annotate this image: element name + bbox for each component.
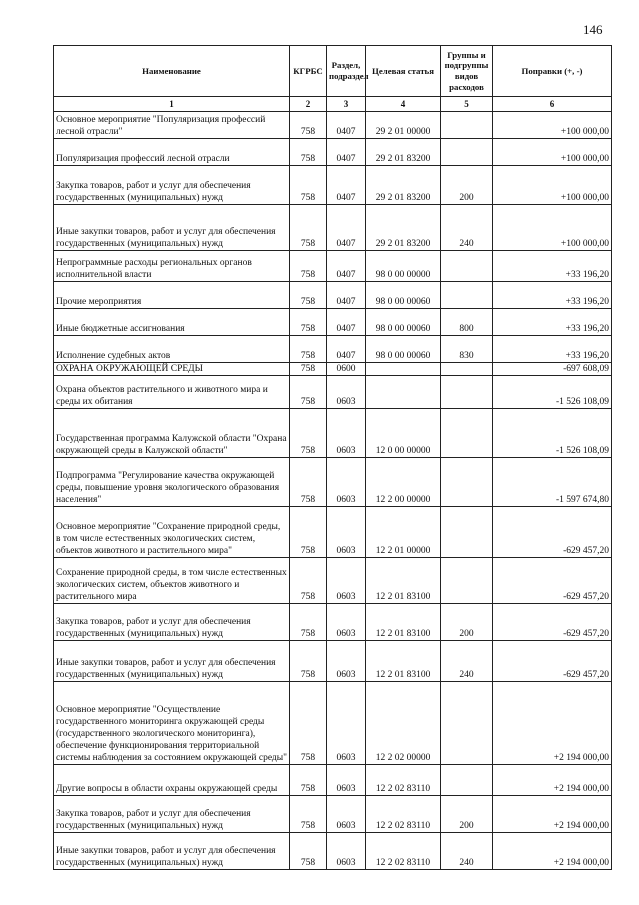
row-amount: +100 000,00 (493, 139, 612, 166)
row-target: 98 0 00 00000 (366, 251, 441, 282)
row-amount: +2 194 000,00 (493, 765, 612, 796)
row-target: 12 2 01 83100 (366, 641, 441, 682)
row-section: 0603 (327, 833, 366, 870)
row-section: 0603 (327, 682, 366, 765)
row-amount: +33 196,20 (493, 309, 612, 336)
row-group: 200 (441, 604, 493, 641)
row-group (441, 765, 493, 796)
row-kgrbs: 758 (290, 363, 327, 376)
table-row (54, 558, 612, 604)
row-amount: +2 194 000,00 (493, 833, 612, 870)
table-row (54, 112, 612, 139)
row-target: 29 2 01 83200 (366, 139, 441, 166)
row-amount: -629 457,20 (493, 507, 612, 558)
row-section: 0603 (327, 507, 366, 558)
row-kgrbs: 758 (290, 112, 327, 139)
table-row (54, 833, 612, 870)
row-amount: +2 194 000,00 (493, 796, 612, 833)
row-section: 0603 (327, 558, 366, 604)
table-row (54, 282, 612, 309)
row-name: Сохранение природной среды, в том числе естественных экологических систем, объектов животного и растительного мира (54, 558, 290, 604)
row-amount: -629 457,20 (493, 604, 612, 641)
row-name: Подпрограмма "Регулирование качества окружающей среды, повышение уровня экологического образования населения" (54, 458, 290, 507)
row-section: 0600 (327, 363, 366, 376)
row-amount: -1 597 674,80 (493, 458, 612, 507)
row-amount: +100 000,00 (493, 205, 612, 251)
table-row (54, 458, 612, 507)
table-row (54, 166, 612, 205)
row-kgrbs: 758 (290, 765, 327, 796)
row-amount: -1 526 108,09 (493, 376, 612, 409)
row-kgrbs: 758 (290, 336, 327, 363)
row-amount: -697 608,09 (493, 363, 612, 376)
header-row (54, 46, 612, 97)
row-group (441, 282, 493, 309)
row-target: 29 2 01 00000 (366, 112, 441, 139)
row-target: 12 2 02 83110 (366, 765, 441, 796)
page-number: 146 (583, 22, 603, 37)
row-group (441, 139, 493, 166)
row-section: 0603 (327, 409, 366, 458)
row-target: 98 0 00 00060 (366, 282, 441, 309)
table-row (54, 309, 612, 336)
table-row (54, 205, 612, 251)
row-section: 0407 (327, 309, 366, 336)
header-amount: Поправки (+, -) (493, 46, 612, 97)
table-row (54, 139, 612, 166)
row-group (441, 409, 493, 458)
table-row (54, 409, 612, 458)
row-kgrbs: 758 (290, 458, 327, 507)
row-kgrbs: 758 (290, 251, 327, 282)
row-target: 12 2 02 83110 (366, 796, 441, 833)
row-section: 0603 (327, 604, 366, 641)
row-section: 0603 (327, 641, 366, 682)
row-name: Закупка товаров, работ и услуг для обеспечения государственных (муниципальных) нужд (54, 796, 290, 833)
row-amount: +33 196,20 (493, 282, 612, 309)
row-kgrbs: 758 (290, 796, 327, 833)
row-amount: -1 526 108,09 (493, 409, 612, 458)
row-name: Основное мероприятие "Осуществление государственного мониторинга окружающей среды (государственного экологического мониторинга), обеспечение функционирования территориальной системы наблюдения за состоянием окружающей среды" (54, 682, 290, 765)
row-target: 12 0 00 00000 (366, 409, 441, 458)
row-amount: -629 457,20 (493, 558, 612, 604)
table-row (54, 796, 612, 833)
row-target (366, 363, 441, 376)
row-name: Охрана объектов растительного и животного мира и среды их обитания (54, 376, 290, 409)
row-target: 12 2 02 00000 (366, 682, 441, 765)
row-target: 12 2 01 83100 (366, 604, 441, 641)
row-name: Другие вопросы в области охраны окружающей среды (54, 765, 290, 796)
row-group (441, 363, 493, 376)
row-section: 0407 (327, 282, 366, 309)
column-number: 1 (54, 97, 290, 112)
row-section: 0407 (327, 166, 366, 205)
header-kgrbs: КГРБС (290, 46, 327, 97)
table-row (54, 765, 612, 796)
table-row (54, 604, 612, 641)
row-name: Иные закупки товаров, работ и услуг для обеспечения государственных (муниципальных) нужд (54, 205, 290, 251)
column-number: 6 (493, 97, 612, 112)
row-section: 0603 (327, 796, 366, 833)
row-section: 0603 (327, 376, 366, 409)
row-section: 0407 (327, 251, 366, 282)
row-amount: +33 196,20 (493, 336, 612, 363)
row-kgrbs: 758 (290, 507, 327, 558)
table-row (54, 641, 612, 682)
table-row (54, 336, 612, 363)
row-name: Иные бюджетные ассигнования (54, 309, 290, 336)
row-group: 800 (441, 309, 493, 336)
row-amount: +33 196,20 (493, 251, 612, 282)
row-group: 240 (441, 205, 493, 251)
row-section: 0407 (327, 205, 366, 251)
row-name: Иные закупки товаров, работ и услуг для обеспечения государственных (муниципальных) нужд (54, 833, 290, 870)
row-target: 12 2 00 00000 (366, 458, 441, 507)
row-name: Государственная программа Калужской области "Охрана окружающей среды в Калужской области" (54, 409, 290, 458)
column-number: 3 (327, 97, 366, 112)
column-number: 2 (290, 97, 327, 112)
row-section: 0407 (327, 112, 366, 139)
row-target: 12 2 01 83100 (366, 558, 441, 604)
row-group (441, 682, 493, 765)
column-number: 5 (441, 97, 493, 112)
row-kgrbs: 758 (290, 205, 327, 251)
table-row (54, 363, 612, 376)
row-section: 0603 (327, 765, 366, 796)
row-section: 0407 (327, 336, 366, 363)
row-group (441, 112, 493, 139)
row-group (441, 558, 493, 604)
column-number: 4 (366, 97, 441, 112)
row-kgrbs: 758 (290, 139, 327, 166)
row-amount: +2 194 000,00 (493, 682, 612, 765)
row-name: Иные закупки товаров, работ и услуг для обеспечения государственных (муниципальных) нужд (54, 641, 290, 682)
row-target: 29 2 01 83200 (366, 166, 441, 205)
row-target (366, 376, 441, 409)
row-name: Исполнение судебных актов (54, 336, 290, 363)
table-row (54, 507, 612, 558)
budget-table (53, 45, 612, 870)
row-group: 200 (441, 796, 493, 833)
row-group: 830 (441, 336, 493, 363)
table-row (54, 251, 612, 282)
row-section: 0407 (327, 139, 366, 166)
row-kgrbs: 758 (290, 166, 327, 205)
table-row (54, 682, 612, 765)
row-target: 98 0 00 00060 (366, 309, 441, 336)
row-target: 29 2 01 83200 (366, 205, 441, 251)
row-group: 200 (441, 166, 493, 205)
row-name: Закупка товаров, работ и услуг для обеспечения государственных (муниципальных) нужд (54, 604, 290, 641)
row-name: Основное мероприятие "Популяризация профессий лесной отрасли" (54, 112, 290, 139)
row-amount: +100 000,00 (493, 166, 612, 205)
row-group (441, 507, 493, 558)
row-kgrbs: 758 (290, 641, 327, 682)
row-group (441, 251, 493, 282)
table-row (54, 376, 612, 409)
row-kgrbs: 758 (290, 376, 327, 409)
column-number-row (54, 97, 612, 112)
row-kgrbs: 758 (290, 833, 327, 870)
header-name: Наименование (54, 46, 290, 97)
row-name: Популяризация профессий лесной отрасли (54, 139, 290, 166)
row-amount: -629 457,20 (493, 641, 612, 682)
row-group: 240 (441, 641, 493, 682)
row-amount: +100 000,00 (493, 112, 612, 139)
row-group (441, 458, 493, 507)
row-kgrbs: 758 (290, 309, 327, 336)
row-section: 0603 (327, 458, 366, 507)
header-section: Раздел, подраздел (327, 46, 366, 97)
row-kgrbs: 758 (290, 604, 327, 641)
row-name: Закупка товаров, работ и услуг для обеспечения государственных (муниципальных) нужд (54, 166, 290, 205)
header-groups: Группы и подгруппы видов расходов (441, 46, 493, 97)
row-group (441, 376, 493, 409)
row-name: Прочие мероприятия (54, 282, 290, 309)
header-target: Целевая статья (366, 46, 441, 97)
row-kgrbs: 758 (290, 409, 327, 458)
table-body (54, 112, 612, 870)
row-name: ОХРАНА ОКРУЖАЮЩЕЙ СРЕДЫ (54, 363, 290, 376)
row-group: 240 (441, 833, 493, 870)
row-target: 98 0 00 00060 (366, 336, 441, 363)
row-name: Основное мероприятие "Сохранение природной среды, в том числе естественных экологических систем, объектов животного и растительного мира" (54, 507, 290, 558)
row-name: Непрограммные расходы региональных органов исполнительной власти (54, 251, 290, 282)
row-kgrbs: 758 (290, 558, 327, 604)
row-kgrbs: 758 (290, 282, 327, 309)
row-target: 12 2 02 83110 (366, 833, 441, 870)
row-kgrbs: 758 (290, 682, 327, 765)
row-target: 12 2 01 00000 (366, 507, 441, 558)
